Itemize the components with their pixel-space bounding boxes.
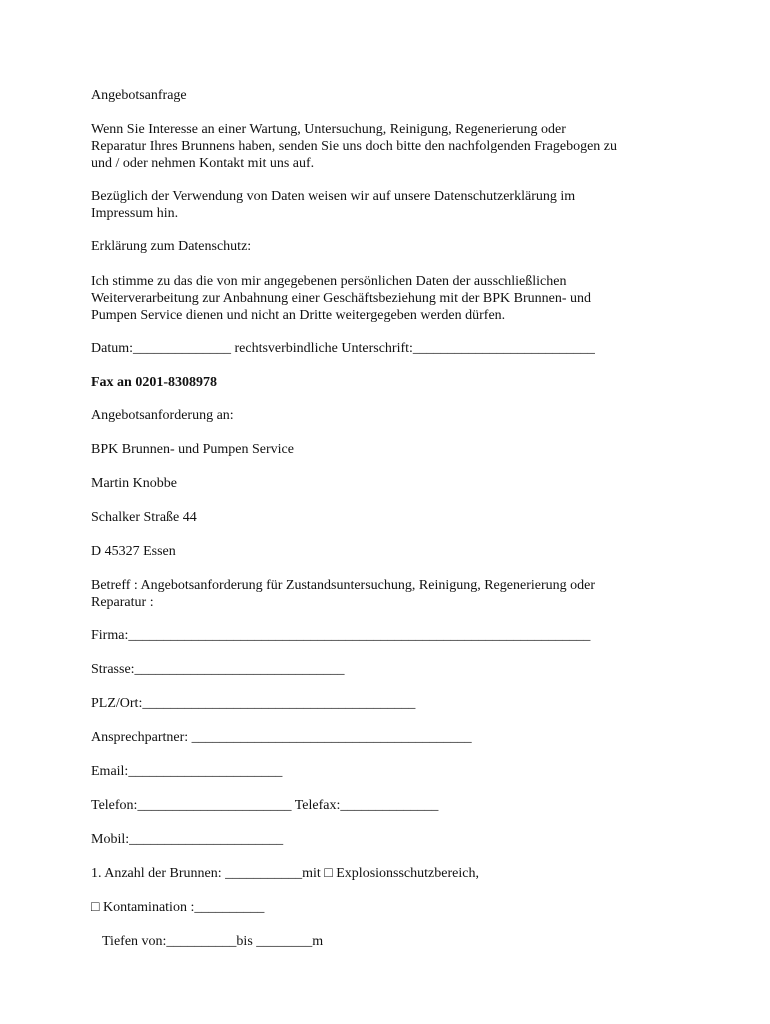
fax-number: Fax an 0201-8308978 (91, 375, 217, 390)
intro-line-2: Reparatur Ihres Brunnens haben, senden Sie uns doch bitte den nachfolgenden Fragebogen zu (91, 139, 618, 154)
consent-line-3: Pumpen Service dienen und nicht an Dritte weitergegeben werden dürfen. (91, 308, 506, 323)
intro-line-1: Wenn Sie Interesse an einer Wartung, Untersuchung, Reinigung, Regenerierung oder (91, 122, 566, 137)
depth-field: Tiefen von:__________bis ________m (102, 934, 324, 949)
recipient-company: BPK Brunnen- und Pumpen Service (91, 442, 294, 457)
recipient-street: Schalker Straße 44 (91, 510, 197, 525)
telefon-telefax-field: Telefon:______________________ Telefax:______________ (91, 798, 439, 813)
privacy-heading: Erklärung zum Datenschutz: (91, 239, 252, 254)
mobil-field: Mobil:______________________ (91, 832, 284, 847)
intro-line-3: und / oder nehmen Kontakt mit uns auf. (91, 156, 315, 171)
request-recipient-heading: Angebotsanforderung an: (91, 408, 234, 423)
consent-line-1: Ich stimme zu das die von mir angegebenen persönlichen Daten der ausschließlichen (91, 274, 567, 289)
email-field: Email:______________________ (91, 764, 283, 779)
subject-line-2: Reparatur : (91, 595, 154, 610)
ansprechpartner-field: Ansprechpartner: ________________________________________ (91, 730, 472, 745)
consent-line-2: Weiterverarbeitung zur Anbahnung einer Geschäftsbeziehung mit der BPK Brunnen- und (91, 291, 592, 306)
strasse-field: Strasse:______________________________ (91, 662, 345, 677)
signature-line: Datum:______________ rechtsverbindliche Unterschrift:__________________________ (91, 341, 595, 356)
recipient-city: D 45327 Essen (91, 544, 176, 559)
privacy-note-line-2: Impressum hin. (91, 206, 179, 221)
firma-field: Firma:__________________________________________________________________ (91, 628, 591, 643)
contamination-field: □ Kontamination :__________ (91, 900, 265, 915)
privacy-note-line-1: Bezüglich der Verwendung von Daten weisen wir auf unsere Datenschutzerklärung im (91, 189, 576, 204)
recipient-person: Martin Knobbe (91, 476, 177, 491)
document-title: Angebotsanfrage (91, 88, 187, 103)
plz-ort-field: PLZ/Ort:_______________________________________ (91, 696, 416, 711)
subject-line-1: Betreff : Angebotsanforderung für Zustandsuntersuchung, Reinigung, Regenerierung oder (91, 578, 595, 593)
wells-count-question: 1. Anzahl der Brunnen: ___________mit □ Explosionsschutzbereich, (91, 866, 479, 881)
